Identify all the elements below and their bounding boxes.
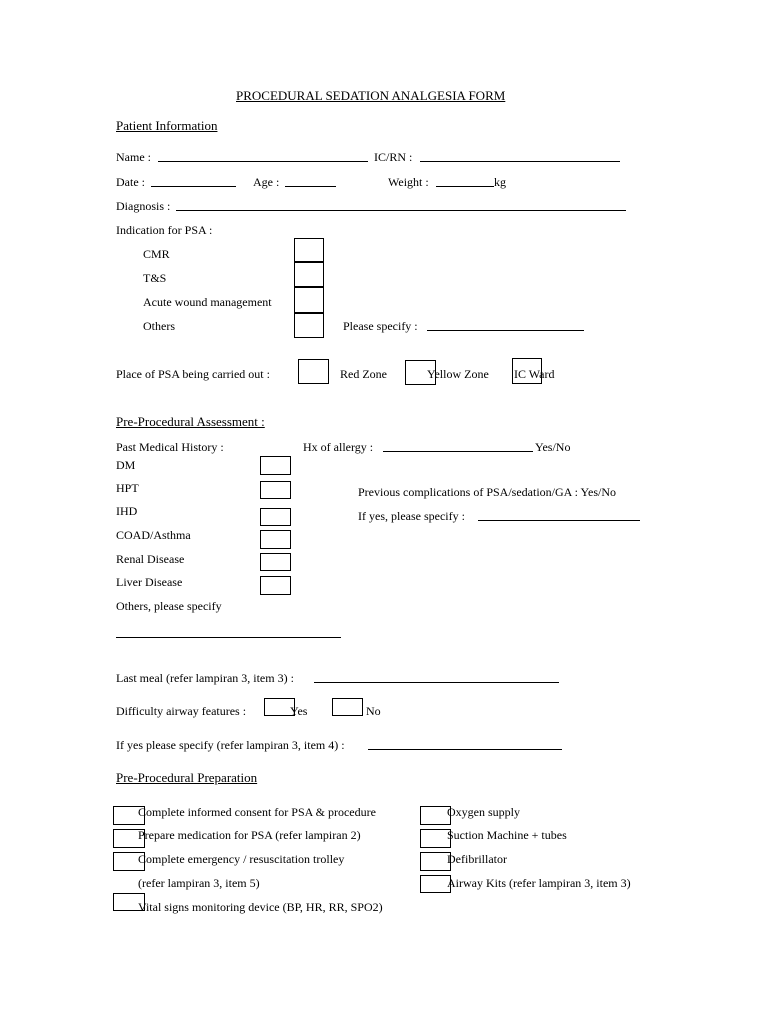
weight-field[interactable] (436, 186, 494, 187)
indication-cmr: CMR (143, 247, 170, 261)
indication-others-checkbox[interactable] (294, 313, 324, 338)
consent-label: Complete informed consent for PSA & procedure (138, 805, 376, 819)
last-meal-field[interactable] (314, 682, 559, 683)
diagnosis-label: Diagnosis : (116, 199, 171, 213)
weight-unit: kg (494, 175, 506, 189)
indication-acute-wound-checkbox[interactable] (294, 287, 324, 313)
if-yes-specify-field[interactable] (478, 520, 640, 521)
airway-specify-field[interactable] (368, 749, 562, 750)
airway-yes-label: Yes (290, 704, 308, 718)
icrn-field[interactable] (420, 161, 620, 162)
indication-ts-checkbox[interactable] (294, 262, 324, 287)
airway-specify-label: If yes please specify (refer lampiran 3, item 4) : (116, 738, 345, 752)
allergy-field[interactable] (383, 451, 533, 452)
condition-liver: Liver Disease (116, 575, 183, 589)
diagnosis-field[interactable] (176, 210, 626, 211)
condition-coad-asthma: COAD/Asthma (116, 528, 191, 542)
airway-no-checkbox[interactable] (332, 698, 363, 716)
condition-renal: Renal Disease (116, 552, 185, 566)
defibrillator-label: Defibrillator (447, 852, 507, 866)
please-specify-field[interactable] (427, 330, 584, 331)
name-label: Name : (116, 150, 151, 164)
suction-label: Suction Machine + tubes (447, 828, 567, 842)
yellow-zone-label: Yellow Zone (427, 367, 489, 381)
date-field[interactable] (151, 186, 236, 187)
please-specify-label: Please specify : (343, 319, 418, 333)
medication-label: Prepare medication for PSA (refer lampiran 2) (138, 828, 361, 842)
condition-dm: DM (116, 458, 136, 472)
condition-liver-checkbox[interactable] (260, 576, 291, 595)
indication-acute-wound: Acute wound management (143, 295, 272, 309)
weight-label: Weight : (388, 175, 429, 189)
allergy-label: Hx of allergy : (303, 440, 374, 454)
oxygen-label: Oxygen supply (447, 805, 520, 819)
indication-ts: T&S (143, 271, 167, 285)
if-yes-specify-label: If yes, please specify : (358, 509, 465, 523)
others-specify-label: Others, please specify (116, 599, 222, 613)
trolley-ref-label: (refer lampiran 3, item 5) (138, 876, 260, 890)
vital-signs-label: Vital signs monitoring device (BP, HR, RR, SPO2) (138, 900, 383, 914)
last-meal-label: Last meal (refer lampiran 3, item 3) : (116, 671, 294, 685)
others-specify-field[interactable] (116, 637, 341, 638)
red-zone-label: Red Zone (340, 367, 387, 381)
condition-dm-checkbox[interactable] (260, 456, 291, 475)
indication-others: Others (143, 319, 175, 333)
indication-label: Indication for PSA : (116, 223, 213, 237)
patient-info-heading: Patient Information (116, 118, 218, 133)
preparation-heading: Pre-Procedural Preparation (116, 770, 258, 785)
name-field[interactable] (158, 161, 368, 162)
allergy-options: Yes/No (535, 440, 571, 454)
condition-renal-checkbox[interactable] (260, 553, 291, 571)
age-label: Age : (253, 175, 280, 189)
pmh-label: Past Medical History : (116, 440, 224, 454)
airway-kits-label: Airway Kits (refer lampiran 3, item 3) (447, 876, 631, 890)
ic-ward-label: IC Ward (514, 367, 555, 381)
date-label: Date : (116, 175, 145, 189)
form-title: PROCEDURAL SEDATION ANALGESIA FORM (236, 88, 506, 103)
condition-ihd: IHD (116, 504, 138, 518)
icrn-label: IC/RN : (374, 150, 413, 164)
condition-hpt-checkbox[interactable] (260, 481, 291, 499)
condition-ihd-checkbox[interactable] (260, 508, 291, 526)
trolley-label: Complete emergency / resuscitation trolley (138, 852, 345, 866)
age-field[interactable] (285, 186, 336, 187)
indication-cmr-checkbox[interactable] (294, 238, 324, 262)
assessment-heading: Pre-Procedural Assessment : (116, 414, 265, 429)
airway-no-label: No (366, 704, 381, 718)
red-zone-checkbox[interactable] (298, 359, 329, 384)
airway-label: Difficulty airway features : (116, 704, 247, 718)
condition-hpt: HPT (116, 481, 139, 495)
condition-coad-asthma-checkbox[interactable] (260, 530, 291, 549)
place-label: Place of PSA being carried out : (116, 367, 270, 381)
prev-complications-label: Previous complications of PSA/sedation/GA : Yes/No (358, 485, 617, 499)
